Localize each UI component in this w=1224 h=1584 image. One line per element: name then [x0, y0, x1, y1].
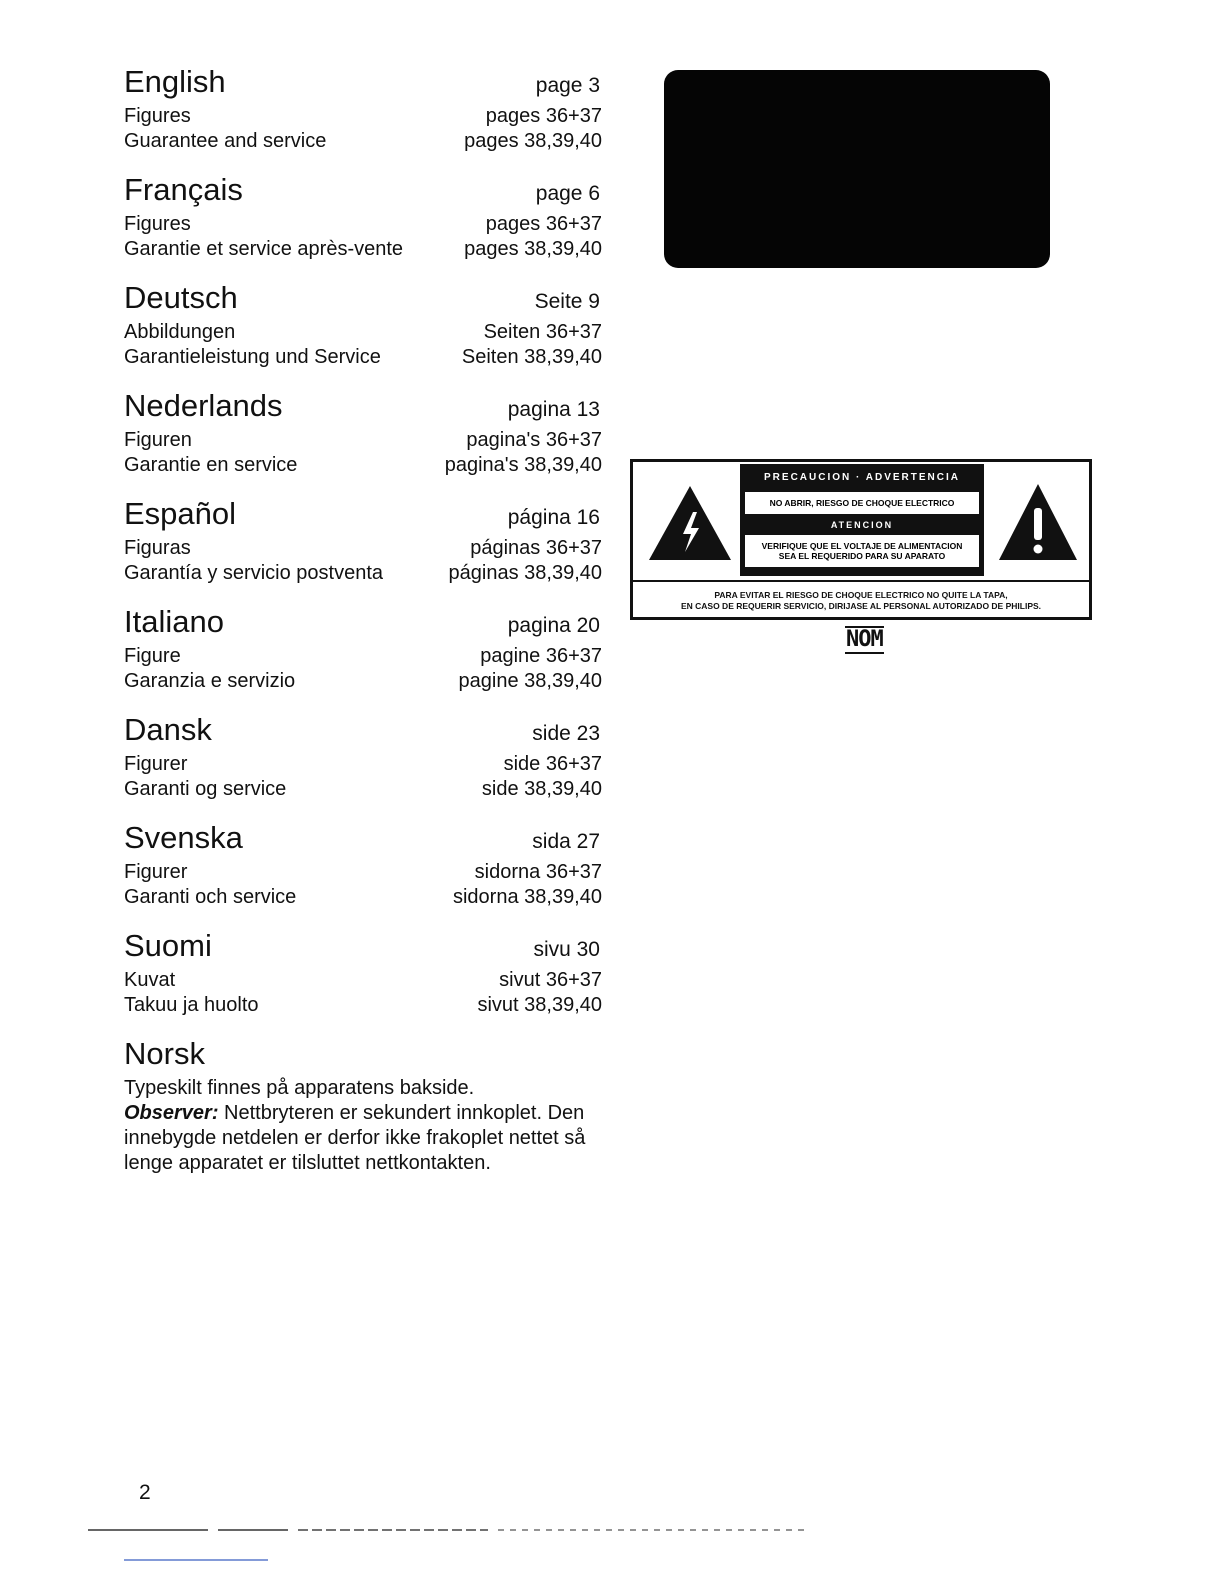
toc-language-title: Français	[124, 172, 243, 207]
toc-language-title: Italiano	[124, 604, 224, 639]
toc-entry-row	[124, 320, 602, 345]
toc-entry-pages: pagina's 38,39,40	[444, 454, 602, 476]
toc-entry-row	[124, 561, 602, 586]
toc-language-page: sida 27	[532, 830, 600, 853]
toc-language-page: página 16	[507, 506, 600, 529]
toc-entry-pages: pagine 38,39,40	[458, 670, 602, 692]
warning-center-panel	[740, 464, 984, 576]
warning-footer-line-1: PARA EVITAR EL RIESGO DE CHOQUE ELECTRICO NO QUITE LA TAPA,	[714, 590, 1008, 600]
warning-footer-line-2: EN CASO DE REQUERIR SERVICIO, DIRIJASE AL PERSONAL AUTORIZADO DE PHILIPS.	[680, 601, 1042, 611]
toc-section	[124, 280, 602, 370]
toc-language-page: pagina 13	[507, 398, 600, 421]
toc-language-row	[124, 496, 602, 536]
toc-language-row	[124, 172, 602, 212]
toc-section	[124, 496, 602, 586]
safety-warning-label	[630, 459, 1092, 620]
toc-entry-label: Figuren	[124, 429, 192, 451]
toc-entry-pages: side 38,39,40	[481, 778, 602, 800]
toc-language-row	[124, 604, 602, 644]
toc-entry-row	[124, 885, 602, 910]
toc-entry-label: Figure	[124, 645, 181, 667]
toc-entry-label: Guarantee and service	[124, 130, 327, 152]
toc-language-page: page 6	[535, 182, 600, 205]
toc-entry-row	[124, 104, 602, 129]
norsk-line-1: Typeskilt finnes på apparatens bakside.	[124, 1077, 475, 1099]
warning-band-top: PRECAUCION · ADVERTENCIA	[764, 472, 960, 483]
toc-language-row	[124, 64, 602, 104]
toc-section	[124, 604, 602, 694]
toc-language-row	[124, 280, 602, 320]
warning-box-bottom-line-2: SEA EL REQUERIDO PARA SU APARATO	[778, 551, 946, 561]
warning-footer	[633, 580, 1089, 612]
toc-language-page: side 23	[532, 722, 600, 745]
toc-entry-label: Figures	[124, 105, 191, 127]
table-of-contents	[124, 64, 602, 1194]
norsk-observer-text: Nettbryteren er sekundert innkoplet. Den innebygde netdelen er derfor ikke frakoplet nettet så lenge apparatet er tilsluttet nettkontakten.	[124, 1102, 586, 1174]
toc-entry-pages: sivut 38,39,40	[477, 994, 602, 1016]
toc-entry-pages: sidorna 38,39,40	[452, 886, 602, 908]
toc-section	[124, 820, 602, 910]
toc-entry-label: Figurer	[124, 753, 188, 775]
toc-entry-label: Abbildungen	[124, 321, 236, 343]
toc-section	[124, 712, 602, 802]
toc-entry-label: Figurer	[124, 861, 188, 883]
scan-artifact	[88, 1520, 1008, 1570]
toc-language-page: Seite 9	[534, 290, 600, 313]
toc-language-row	[124, 388, 602, 428]
toc-entry-pages: sidorna 36+37	[474, 861, 602, 883]
toc-entry-pages: pages 38,39,40	[464, 238, 602, 260]
toc-language-row	[124, 928, 602, 968]
toc-language-row	[124, 820, 602, 860]
toc-language-title: English	[124, 64, 226, 99]
toc-entry-pages: Seiten 36+37	[483, 321, 602, 343]
toc-entry-row	[124, 237, 602, 262]
toc-entry-pages: páginas 38,39,40	[448, 562, 602, 584]
toc-entry-pages: páginas 36+37	[470, 537, 602, 559]
warning-band-mid: ATENCION	[830, 520, 894, 530]
warning-box-bottom	[745, 535, 979, 567]
black-panel	[664, 70, 1050, 268]
norsk-observer-label: Observer:	[124, 1102, 219, 1124]
toc-entry-pages: pages 36+37	[485, 213, 602, 235]
toc-language-title: Nederlands	[124, 388, 283, 423]
norsk-observer-paragraph	[124, 1101, 602, 1176]
toc-language-page: page 3	[535, 74, 600, 97]
exclamation-warning-icon	[997, 482, 1079, 562]
toc-entry-label: Garantía y servicio postventa	[124, 562, 384, 584]
toc-entry-row	[124, 993, 602, 1018]
toc-entry-pages: pagina's 36+37	[466, 429, 602, 451]
toc-entry-label: Garanzia e servizio	[124, 670, 296, 692]
toc-entry-pages: Seiten 38,39,40	[461, 346, 602, 368]
toc-entry-row	[124, 453, 602, 478]
toc-entry-row	[124, 860, 602, 885]
warning-box-top: NO ABRIR, RIESGO DE CHOQUE ELECTRICO	[745, 492, 979, 514]
toc-entry-pages: sivut 36+37	[499, 969, 602, 991]
toc-language-row	[124, 1036, 602, 1072]
toc-entry-row	[124, 968, 602, 993]
toc-entry-label: Garantieleistung und Service	[124, 346, 381, 368]
toc-entry-label: Figuras	[124, 537, 191, 559]
toc-entry-label: Garantie en service	[124, 454, 298, 476]
toc-entry-label: Figures	[124, 213, 191, 235]
toc-section	[124, 172, 602, 262]
toc-language-title: Svenska	[124, 820, 243, 855]
toc-entry-pages: pages 38,39,40	[464, 130, 602, 152]
toc-language-title: Español	[124, 496, 237, 531]
toc-entry-pages: pages 36+37	[485, 105, 602, 127]
toc-entry-row	[124, 752, 602, 777]
toc-entry-label: Garanti og service	[124, 778, 287, 800]
norsk-notice	[124, 1076, 602, 1176]
toc-language-page: pagina 20	[507, 614, 600, 637]
toc-entry-pages: pagine 36+37	[480, 645, 602, 667]
nom-certification-mark: NOM	[846, 627, 883, 652]
toc-entry-row	[124, 428, 602, 453]
toc-entry-row	[124, 644, 602, 669]
toc-entry-row	[124, 345, 602, 370]
toc-language-title: Dansk	[124, 712, 212, 747]
toc-entry-row	[124, 669, 602, 694]
toc-language-title: Norsk	[124, 1036, 205, 1071]
page-number: 2	[139, 1481, 151, 1504]
toc-language-row	[124, 712, 602, 752]
toc-entry-label: Garantie et service après-vente	[124, 238, 404, 260]
toc-language-title: Suomi	[124, 928, 212, 963]
toc-entry-pages: side 36+37	[503, 753, 602, 775]
lightning-warning-icon	[647, 484, 733, 562]
toc-section-norsk	[124, 1036, 602, 1176]
toc-language-page: sivu 30	[533, 938, 600, 961]
toc-entry-row	[124, 536, 602, 561]
toc-section	[124, 388, 602, 478]
toc-entry-label: Garanti och service	[124, 886, 297, 908]
toc-section	[124, 928, 602, 1018]
toc-entry-label: Takuu ja huolto	[124, 994, 259, 1016]
toc-language-title: Deutsch	[124, 280, 238, 315]
toc-entry-row	[124, 212, 602, 237]
toc-entry-label: Kuvat	[124, 969, 176, 991]
toc-section	[124, 64, 602, 154]
warning-box-bottom-line-1: VERIFIQUE QUE EL VOLTAJE DE ALIMENTACION	[761, 541, 963, 551]
toc-entry-row	[124, 129, 602, 154]
toc-entry-row	[124, 777, 602, 802]
